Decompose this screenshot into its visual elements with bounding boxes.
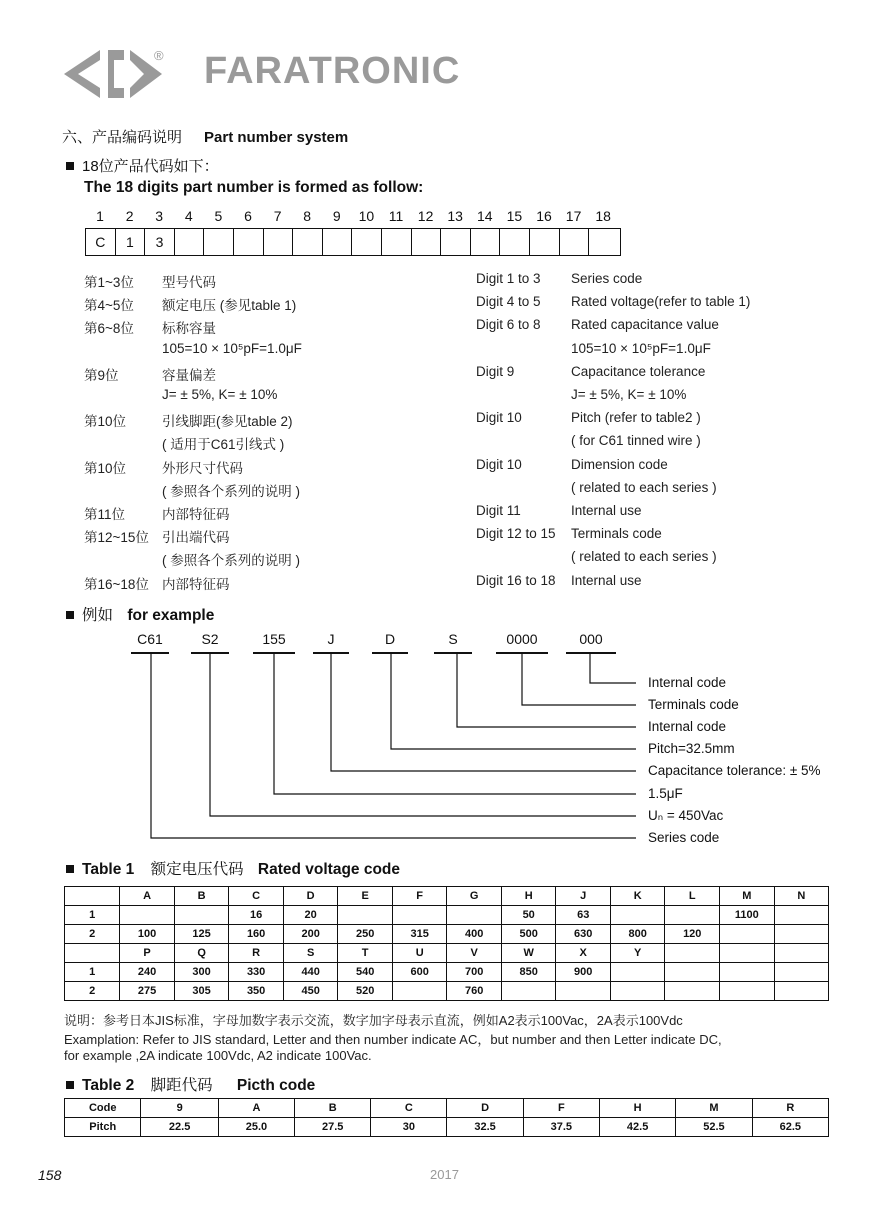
table-cell: R [229,944,284,963]
table1-title-en2: Rated voltage code [257,861,401,878]
table-cell: 30 [371,1118,447,1137]
desc-en-text: ( for C61 tinned wire ) [571,433,701,449]
table-cell [720,925,775,944]
table-cell [392,906,447,925]
table-cell: 50 [501,906,556,925]
table-cell: 400 [447,925,502,944]
table-cell [338,906,393,925]
table-cell [720,944,775,963]
desc-en-text: Capacitance tolerance [571,363,706,379]
table-cell: 32.5 [447,1118,523,1137]
digit-number: 5 [214,208,223,224]
table-cell: M [720,887,775,906]
example-segment: C61 [137,631,163,647]
table-cell: 350 [229,982,284,1001]
desc-cn-text: 标称容量 [162,321,216,337]
callout-label: Internal code [648,675,727,690]
digit-cell: 1 [116,229,146,255]
table-cell: 42.5 [599,1118,675,1137]
table-cell: 1 [65,906,120,925]
desc-en-text: Internal use [571,503,642,518]
footer-year: 2017 [430,1167,459,1182]
table-cell: D [283,887,338,906]
desc-cn-label: 第10位 [84,414,127,430]
table-cell: C [229,887,284,906]
table-cell [665,944,720,963]
table-row [65,887,829,906]
table-row [65,1118,829,1137]
section-heading-en: Part number system [204,129,349,146]
table-cell: 200 [283,925,338,944]
table-cell: 37.5 [523,1118,599,1137]
callout-label: Internal code [648,719,727,734]
table-cell [665,982,720,1001]
desc-en-text: Internal use [571,572,642,588]
table-cell: F [392,887,447,906]
table-cell [610,963,665,982]
table-cell [501,982,556,1001]
digit-number: 1 [96,208,104,224]
table-row [65,963,829,982]
table-cell [65,887,120,906]
callout-label: Series code [648,830,720,845]
digit-number: 2 [125,208,134,224]
desc-cn-label: 第11位 [84,507,126,522]
table-cell [774,982,828,1001]
example-heading-cn: 例如 [82,607,114,624]
table-cell [665,963,720,982]
digit-number: 8 [303,208,312,224]
table-cell: 9 [141,1099,218,1118]
desc-cn-label: 第1~3位 [84,275,134,290]
table-cell: 600 [392,963,447,982]
table-cell [610,982,665,1001]
section-heading-cn: 六、产品编码说明 [62,129,183,146]
table-cell: P [120,944,175,963]
desc-en-label: Digit 9 [476,363,515,379]
table-cell: 125 [174,925,229,944]
registered-mark: ® [154,48,164,63]
desc-en-text: ( related to each series ) [571,549,717,565]
callout-leader-line [590,652,636,683]
digit-number: 17 [565,208,582,224]
desc-en-label: Digit 6 to 8 [476,317,541,333]
digit-number: 12 [417,208,434,224]
digit-number: 9 [332,208,341,224]
desc-en-label: Digit 1 to 3 [476,271,541,286]
table-cell: 62.5 [752,1118,828,1137]
table-cell: 100 [120,925,175,944]
desc-cn-text: ( 参照各个系列的说明 ) [162,553,300,569]
desc-cn-text: 引线脚距(参见table 2) [162,414,293,430]
desc-en-label: Digit 11 [476,503,521,518]
table-cell [392,982,447,1001]
desc-en-text: J= ± 5%, K= ± 10% [571,387,687,402]
table1-note-en2: for example ,2A indicate 100Vdc, A2 indicate 100Vac. [64,1048,372,1063]
table-row [65,944,829,963]
pitch-code-table [64,1098,829,1137]
desc-cn-text: ( 适用于C61引线式 ) [162,437,285,453]
table-cell: D [447,1099,523,1118]
table-row [65,925,829,944]
table-cell: A [120,887,175,906]
table-cell: 160 [229,925,284,944]
table-cell: 275 [120,982,175,1001]
desc-cn-text: 型号代码 [162,275,216,290]
table-cell: 1100 [720,906,775,925]
example-segment: 155 [262,631,286,647]
table-cell: 300 [174,963,229,982]
table-cell: 1 [65,963,120,982]
digit-number: 11 [388,208,404,224]
table-cell: 540 [338,963,393,982]
table-cell: U [392,944,447,963]
table-cell: 850 [501,963,556,982]
table-cell [65,944,120,963]
table-cell: 440 [283,963,338,982]
table-cell: Code [65,1099,141,1118]
table1-note-cn: 说明：参考日本JIS标准，字母加数字表示交流，数字加字母表示直流，例如A2表示100Vac，2A表示100Vdc [64,1013,683,1028]
table-cell: Q [174,944,229,963]
desc-cn-label: 第9位 [84,367,119,383]
table-cell: 900 [556,963,611,982]
table-cell [665,906,720,925]
example-heading-en: for example [127,607,215,624]
desc-cn-label: 第4~5位 [84,298,134,314]
table2-heading [66,1073,315,1095]
callout-label: Capacitance tolerance: ± 5% [648,763,821,778]
table-cell: J [556,887,611,906]
table-cell: G [447,887,502,906]
table-cell: 63 [556,906,611,925]
table-cell: T [338,944,393,963]
desc-cn-label: 第16~18位 [84,576,149,592]
table-cell: 800 [610,925,665,944]
desc-en-text: Rated voltage(refer to table 1) [571,294,751,310]
example-segment: 0000 [506,631,538,647]
desc-cn-text: ( 参照各个系列的说明 ) [162,483,300,499]
table-cell: B [174,887,229,906]
table2-title-en: Table 2 [82,1077,135,1094]
table-cell: C [371,1099,447,1118]
table-cell: Pitch [65,1118,141,1137]
callout-leader-line [274,652,636,794]
table-cell [174,906,229,925]
callout-label: Terminals code [648,697,739,712]
table-cell [774,963,828,982]
desc-en-text: ( related to each series ) [571,479,717,495]
digit-number: 10 [358,208,375,224]
digits-intro-en: The 18 digits part number is formed as follow: [84,179,424,196]
table-cell: 27.5 [295,1118,371,1137]
digit-number: 16 [536,208,552,224]
callout-label: Uₙ = 450Vac [648,808,724,823]
table-cell: H [501,887,556,906]
table1-note-en1: Examplation: Refer to JIS standard, Letter and then number indicate AC，but number and then Letter indicate DC, [64,1032,722,1047]
desc-en-text: Series code [571,271,643,286]
table-cell [556,982,611,1001]
digit-number: 7 [273,208,282,224]
example-segment: D [384,631,396,647]
table-cell: V [447,944,502,963]
desc-en-text: 105=10 × 10⁵pF=1.0μF [571,340,711,356]
table-row [65,1099,829,1118]
table-cell: 520 [338,982,393,1001]
desc-cn-label: 第6~8位 [84,321,134,337]
table-cell: 500 [501,925,556,944]
desc-cn-text: J= ± 5%, K= ± 10% [162,387,278,402]
table2-title-cn: 脚距代码 [150,1077,213,1094]
desc-en-text: Pitch (refer to table2 ) [571,410,701,426]
table2-title-en2: Picth code [236,1077,316,1094]
table-cell: 315 [392,925,447,944]
table-cell: 450 [283,982,338,1001]
table-cell [774,925,828,944]
callout-leader-line [457,652,636,727]
table-cell: W [501,944,556,963]
bullet-square-icon [66,865,74,873]
table-cell: 2 [65,925,120,944]
table1-heading [66,857,400,879]
desc-cn-text: 内部特征码 [162,507,230,522]
table-cell: 240 [120,963,175,982]
table-cell: M [676,1099,752,1118]
desc-cn-text: 105=10 × 10⁵pF=1.0μF [162,340,302,356]
table-cell: B [295,1099,371,1118]
digit-number: 13 [447,208,463,224]
table-cell [120,906,175,925]
callout-leader-line [391,652,636,749]
table-cell: 52.5 [676,1118,752,1137]
desc-cn-label: 第10位 [84,460,127,476]
table-cell: K [610,887,665,906]
example-segment: J [327,631,335,647]
table-cell: R [752,1099,828,1118]
table1-title-cn: 额定电压代码 [150,861,244,878]
table-cell: 630 [556,925,611,944]
digit-cell: C [86,229,116,255]
desc-cn-text: 额定电压 (参见table 1) [162,298,297,314]
callout-leader-line [522,652,636,705]
callout-label: 1.5μF [648,786,683,801]
table-cell: F [523,1099,599,1118]
page-number: 158 [38,1167,62,1183]
table-row [65,982,829,1001]
table-cell: 120 [665,925,720,944]
desc-en-label: Digit 4 to 5 [476,294,541,310]
table-cell: H [599,1099,675,1118]
digit-number: 15 [506,208,523,224]
table-cell: 2 [65,982,120,1001]
callout-leader-line [151,652,636,838]
desc-en-text: Dimension code [571,456,668,472]
table-cell: 760 [447,982,502,1001]
table-cell [720,963,775,982]
table-cell: 700 [447,963,502,982]
table-cell: 16 [229,906,284,925]
table-cell [610,906,665,925]
desc-cn-text: 内部特征码 [162,576,230,592]
table-cell: 25.0 [218,1118,294,1137]
table-cell [774,944,828,963]
digit-number: 6 [244,208,252,224]
table-cell: A [218,1099,294,1118]
table-cell: 305 [174,982,229,1001]
table-cell: N [774,887,828,906]
desc-en-text: Terminals code [571,526,662,542]
table-cell: X [556,944,611,963]
table-cell [774,906,828,925]
bullet-square-icon [66,1081,74,1089]
desc-cn-text: 外形尺寸代码 [162,460,243,476]
table-cell [720,982,775,1001]
digit-number: 4 [184,208,193,224]
digits-intro-cn: 18位产品代码如下： [82,158,219,175]
table-cell: 330 [229,963,284,982]
example-segment: 000 [579,631,603,647]
digit-number: 18 [595,208,611,224]
table-cell [447,906,502,925]
table-cell: 20 [283,906,338,925]
desc-cn-text: 容量偏差 [162,367,216,383]
desc-en-text: Rated capacitance value [571,317,719,333]
digit-number: 3 [155,208,164,224]
brand-name: FARATRONIC [204,50,461,92]
desc-en-label: Digit 10 [476,410,522,426]
desc-cn-label: 第12~15位 [84,530,149,546]
table-row [65,906,829,925]
desc-cn-text: 引出端代码 [162,530,230,546]
digit-number: 14 [477,208,493,224]
table-cell: Y [610,944,665,963]
desc-en-label: Digit 12 to 15 [476,526,556,542]
table1-title-en: Table 1 [82,861,135,878]
table-cell: E [338,887,393,906]
desc-en-label: Digit 16 to 18 [476,572,556,588]
rated-voltage-table [64,886,829,1001]
digit-cell: 3 [145,229,175,255]
table-cell: 250 [338,925,393,944]
desc-en-label: Digit 10 [476,456,522,472]
example-segment: S [448,631,458,647]
table-cell: 22.5 [141,1118,218,1137]
table-cell: S [283,944,338,963]
callout-label: Pitch=32.5mm [648,741,735,756]
table-cell: L [665,887,720,906]
example-segment: S2 [201,631,219,647]
